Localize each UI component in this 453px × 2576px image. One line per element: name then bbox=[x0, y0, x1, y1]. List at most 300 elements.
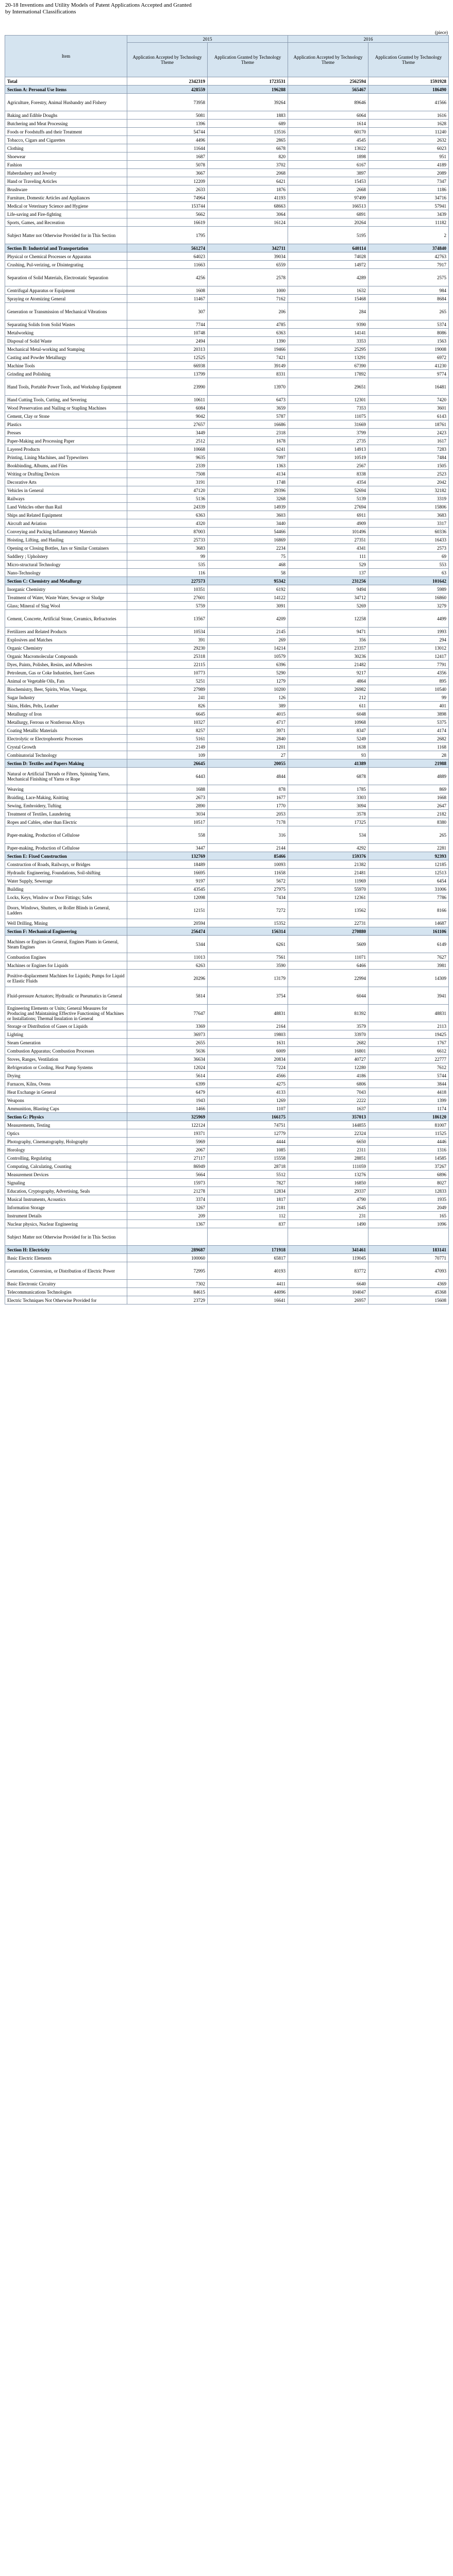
title-line: 20-18 Inventions and Utility Models of Patent Applications Accepted and Granted bbox=[5, 2, 192, 8]
value-cell: 29337 bbox=[288, 1187, 368, 1195]
value-cell: 1186 bbox=[368, 185, 449, 194]
table-row bbox=[5, 602, 449, 610]
item-label: Sugar Industry bbox=[5, 693, 127, 702]
value-cell: 2144 bbox=[208, 844, 288, 852]
value-cell: 20264 bbox=[288, 218, 368, 227]
table-row bbox=[5, 227, 449, 244]
value-cell: 826 bbox=[127, 702, 208, 710]
value-cell: 84615 bbox=[127, 1288, 208, 1296]
value-cell: 10093 bbox=[208, 860, 288, 869]
value-cell: 565467 bbox=[288, 86, 368, 94]
table-row bbox=[5, 1005, 449, 1022]
table-row bbox=[5, 503, 449, 511]
value-cell: 6891 bbox=[288, 210, 368, 218]
value-cell: 89646 bbox=[288, 94, 368, 111]
item-label: Stoves, Ranges, Ventilation bbox=[5, 1055, 127, 1063]
table-row bbox=[5, 702, 449, 710]
item-label: Physical or Chemical Processes or Apparatus bbox=[5, 252, 127, 261]
table-row bbox=[5, 144, 449, 152]
value-cell: 42763 bbox=[368, 252, 449, 261]
value-cell: 2562594 bbox=[288, 77, 368, 86]
value-cell: 3897 bbox=[288, 169, 368, 177]
item-label: Weapons bbox=[5, 1096, 127, 1105]
value-cell: 1770 bbox=[208, 802, 288, 810]
value-cell: 5290 bbox=[208, 669, 288, 677]
value-cell: 12513 bbox=[368, 869, 449, 877]
table-row bbox=[5, 636, 449, 644]
table-row bbox=[5, 1212, 449, 1220]
value-cell: 534 bbox=[288, 826, 368, 844]
value-cell: 1617 bbox=[368, 437, 449, 445]
table-row bbox=[5, 610, 449, 628]
table-row bbox=[5, 1039, 449, 1047]
value-cell: 7786 bbox=[368, 893, 449, 902]
item-label: Measurement Devices bbox=[5, 1171, 127, 1179]
item-label: Petroleum, Gas or Coke Industries, Inert Gases bbox=[5, 669, 127, 677]
table-row bbox=[5, 1022, 449, 1030]
item-label: Ammunition, Blasting Caps bbox=[5, 1105, 127, 1113]
value-cell: 1316 bbox=[368, 1146, 449, 1154]
value-cell: 13567 bbox=[127, 610, 208, 628]
value-cell: 2222 bbox=[288, 1096, 368, 1105]
value-cell: 265 bbox=[368, 826, 449, 844]
value-cell: 2145 bbox=[208, 628, 288, 636]
value-cell: 2682 bbox=[288, 1039, 368, 1047]
value-cell: 391 bbox=[127, 636, 208, 644]
item-label: Positive-displacement Machines for Liquids; Pumps for Liquid or Elastic Fluids bbox=[5, 970, 127, 987]
value-cell: 2512 bbox=[127, 437, 208, 445]
value-cell: 20296 bbox=[127, 970, 208, 987]
value-cell: 1085 bbox=[208, 1146, 288, 1154]
value-cell: 6261 bbox=[208, 936, 288, 953]
value-cell: 15608 bbox=[368, 1296, 449, 1304]
value-cell: 357013 bbox=[288, 1113, 368, 1121]
value-cell: 6241 bbox=[208, 445, 288, 453]
value-cell: 2149 bbox=[127, 743, 208, 751]
value-cell: 4566 bbox=[208, 1072, 288, 1080]
value-cell: 1279 bbox=[208, 677, 288, 685]
item-label: Section B: Industrial and Transportation bbox=[5, 244, 127, 252]
value-cell: 374840 bbox=[368, 244, 449, 252]
table-row bbox=[5, 1162, 449, 1171]
item-label: Natural or Artificial Threads or Fibres, Spinning Yarns, Mechanical Finishing of Yarns or Rope bbox=[5, 768, 127, 785]
table-row bbox=[5, 536, 449, 544]
value-cell: 27601 bbox=[127, 594, 208, 602]
table-row bbox=[5, 437, 449, 445]
value-cell: 6896 bbox=[368, 1171, 449, 1179]
value-cell: 126 bbox=[208, 693, 288, 702]
item-label: Layered Products bbox=[5, 445, 127, 453]
item-label: Medical or Veterinary Science and Hygiene bbox=[5, 202, 127, 210]
value-cell: 561274 bbox=[127, 244, 208, 252]
value-cell: 1591928 bbox=[368, 77, 449, 86]
item-label: Subject Matter not Otherwise Provided for in This Section bbox=[5, 227, 127, 244]
value-cell: 116 bbox=[127, 569, 208, 577]
table-row bbox=[5, 303, 449, 320]
item-label: Well Drilling, Mining bbox=[5, 919, 127, 927]
item-label: Electrolytic or Electrophoretic Processes bbox=[5, 735, 127, 743]
table-row bbox=[5, 751, 449, 759]
table-row bbox=[5, 594, 449, 602]
value-cell: 2523 bbox=[368, 470, 449, 478]
value-cell: 21278 bbox=[127, 1187, 208, 1195]
table-row bbox=[5, 793, 449, 802]
value-cell: 6650 bbox=[288, 1138, 368, 1146]
table-row bbox=[5, 544, 449, 552]
value-cell: 41566 bbox=[368, 94, 449, 111]
table-row bbox=[5, 295, 449, 303]
item-label: Hoisting, Lifting, and Hauling bbox=[5, 536, 127, 544]
value-cell: 231256 bbox=[288, 577, 368, 585]
value-cell: 87003 bbox=[127, 528, 208, 536]
value-cell: 4174 bbox=[368, 726, 449, 735]
value-cell: 47120 bbox=[127, 486, 208, 495]
item-label: Machines or Engines for Liquids bbox=[5, 961, 127, 970]
value-cell: 6023 bbox=[368, 144, 449, 152]
value-cell: 3590 bbox=[208, 961, 288, 970]
value-cell: 4186 bbox=[288, 1072, 368, 1080]
value-cell: 4790 bbox=[288, 1195, 368, 1204]
table-row bbox=[5, 710, 449, 718]
value-cell: 41230 bbox=[368, 362, 449, 370]
value-cell: 2682 bbox=[368, 735, 449, 743]
item-label: Section C: Chemistry and Metallurgy bbox=[5, 577, 127, 585]
value-cell: 6640 bbox=[288, 1280, 368, 1288]
value-cell: 7283 bbox=[368, 445, 449, 453]
table-row bbox=[5, 1080, 449, 1088]
table-row bbox=[5, 644, 449, 652]
value-cell: 15468 bbox=[288, 295, 368, 303]
table-row bbox=[5, 202, 449, 210]
value-cell: 36973 bbox=[127, 1030, 208, 1039]
value-cell: 21482 bbox=[288, 660, 368, 669]
value-cell: 13012 bbox=[368, 644, 449, 652]
value-cell: 8166 bbox=[368, 902, 449, 919]
value-cell: 4496 bbox=[127, 136, 208, 144]
value-cell: 28718 bbox=[208, 1162, 288, 1171]
value-cell: 2182 bbox=[368, 810, 449, 818]
value-cell: 4889 bbox=[368, 768, 449, 785]
value-cell: 558 bbox=[127, 826, 208, 844]
value-cell: 1269 bbox=[208, 1096, 288, 1105]
table-row bbox=[5, 1138, 449, 1146]
value-cell: 15558 bbox=[208, 1154, 288, 1162]
value-cell: 11644 bbox=[127, 144, 208, 152]
value-cell: 2890 bbox=[127, 802, 208, 810]
value-cell: 3971 bbox=[208, 726, 288, 735]
value-cell: 16695 bbox=[127, 869, 208, 877]
item-label: Aircraft and Aviation bbox=[5, 519, 127, 528]
value-cell: 36634 bbox=[127, 1055, 208, 1063]
value-cell: 33970 bbox=[288, 1030, 368, 1039]
value-cell: 4446 bbox=[368, 1138, 449, 1146]
value-cell: 11075 bbox=[288, 412, 368, 420]
value-cell: 10200 bbox=[208, 685, 288, 693]
table-row bbox=[5, 869, 449, 877]
value-cell: 6806 bbox=[288, 1080, 368, 1088]
value-cell: 171918 bbox=[208, 1246, 288, 1254]
value-cell: 3449 bbox=[127, 429, 208, 437]
item-label: Land Vehicles other than Rail bbox=[5, 503, 127, 511]
value-cell: 1107 bbox=[208, 1105, 288, 1113]
value-cell: 41389 bbox=[288, 759, 368, 768]
item-label: Photography, Cinematography, Holography bbox=[5, 1138, 127, 1146]
value-cell: 1748 bbox=[208, 478, 288, 486]
value-cell: 6878 bbox=[288, 768, 368, 785]
value-cell: 10668 bbox=[127, 445, 208, 453]
item-label: Disposal of Solid Waste bbox=[5, 337, 127, 345]
value-cell: 16869 bbox=[208, 536, 288, 544]
item-label: Inorganic Chemistry bbox=[5, 585, 127, 594]
item-label: Section E: Fixed Construction bbox=[5, 852, 127, 860]
value-cell: 16641 bbox=[208, 1296, 288, 1304]
table-row bbox=[5, 370, 449, 378]
item-label: Glass; Mineral of Slag Wool bbox=[5, 602, 127, 610]
table-row bbox=[5, 152, 449, 161]
value-cell: 4209 bbox=[208, 610, 288, 628]
item-label: Subject Matter not Otherwise Provided for in This Section bbox=[5, 1228, 127, 1246]
value-cell: 8380 bbox=[368, 818, 449, 826]
value-cell: 2049 bbox=[368, 1204, 449, 1212]
value-cell: 3191 bbox=[127, 478, 208, 486]
value-cell: 270880 bbox=[288, 927, 368, 936]
value-cell: 227573 bbox=[127, 577, 208, 585]
value-cell: 112 bbox=[208, 1212, 288, 1220]
section-row bbox=[5, 1113, 449, 1121]
value-cell: 2655 bbox=[127, 1039, 208, 1047]
value-cell: 7484 bbox=[368, 453, 449, 462]
table-row bbox=[5, 337, 449, 345]
value-cell: 7347 bbox=[368, 177, 449, 185]
value-cell: 16124 bbox=[208, 218, 288, 227]
table-row bbox=[5, 252, 449, 261]
item-label: Nano-Technology bbox=[5, 569, 127, 577]
table-row bbox=[5, 652, 449, 660]
value-cell: 26957 bbox=[288, 1296, 368, 1304]
value-cell: 6048 bbox=[288, 710, 368, 718]
value-cell: 8684 bbox=[368, 295, 449, 303]
item-label: Sports, Games, and Recreation bbox=[5, 218, 127, 227]
value-cell bbox=[288, 1228, 368, 1246]
value-cell: 159376 bbox=[288, 852, 368, 860]
value-cell: 3578 bbox=[288, 810, 368, 818]
value-cell: 14309 bbox=[368, 970, 449, 987]
value-cell: 13516 bbox=[208, 128, 288, 136]
value-cell: 5744 bbox=[368, 1072, 449, 1080]
value-cell: 878 bbox=[208, 785, 288, 793]
value-cell: 2181 bbox=[208, 1204, 288, 1212]
value-cell: 269 bbox=[208, 636, 288, 644]
value-cell: 3267 bbox=[127, 1204, 208, 1212]
value-cell: 26645 bbox=[127, 759, 208, 768]
value-cell: 10540 bbox=[368, 685, 449, 693]
value-cell: 1688 bbox=[127, 785, 208, 793]
value-cell: 4411 bbox=[208, 1280, 288, 1288]
value-cell: 1668 bbox=[368, 793, 449, 802]
value-cell: 1616 bbox=[368, 111, 449, 120]
value-cell: 9390 bbox=[288, 320, 368, 329]
value-cell: 9217 bbox=[288, 669, 368, 677]
value-cell: 29651 bbox=[288, 378, 368, 396]
table-row bbox=[5, 486, 449, 495]
value-cell: 39149 bbox=[208, 362, 288, 370]
value-cell: 4134 bbox=[208, 470, 288, 478]
table-row bbox=[5, 1195, 449, 1204]
value-cell: 10611 bbox=[127, 396, 208, 404]
value-cell: 74751 bbox=[208, 1121, 288, 1129]
value-cell: 2673 bbox=[127, 793, 208, 802]
value-cell: 6399 bbox=[127, 1080, 208, 1088]
table-row bbox=[5, 519, 449, 528]
value-cell: 183141 bbox=[368, 1246, 449, 1254]
value-cell: 4545 bbox=[288, 136, 368, 144]
item-label: Decorative Arts bbox=[5, 478, 127, 486]
item-label: Separation of Solid Materials, Electrostatic Separation bbox=[5, 269, 127, 286]
table-row bbox=[5, 1121, 449, 1129]
value-cell: 11467 bbox=[127, 295, 208, 303]
value-cell: 4289 bbox=[288, 269, 368, 286]
item-label: Controlling, Regulating bbox=[5, 1154, 127, 1162]
value-cell: 4418 bbox=[368, 1088, 449, 1096]
value-cell: 3659 bbox=[208, 404, 288, 412]
value-cell: 6363 bbox=[208, 329, 288, 337]
value-cell: 14585 bbox=[368, 1154, 449, 1162]
value-cell: 2053 bbox=[208, 810, 288, 818]
item-label: Section F: Mechanical Engineering bbox=[5, 927, 127, 936]
item-label: Building bbox=[5, 885, 127, 893]
item-label: Refrigeration or Cooling, Heat Pump Systems bbox=[5, 1063, 127, 1072]
value-cell: 24339 bbox=[127, 503, 208, 511]
item-label: Weaving bbox=[5, 785, 127, 793]
value-cell: 4189 bbox=[368, 161, 449, 169]
value-cell: 3374 bbox=[127, 1195, 208, 1204]
table-row bbox=[5, 885, 449, 893]
value-cell: 7043 bbox=[288, 1088, 368, 1096]
value-cell: 39034 bbox=[208, 252, 288, 261]
table-row bbox=[5, 726, 449, 735]
table-row bbox=[5, 844, 449, 852]
item-label: Brushware bbox=[5, 185, 127, 194]
item-label: Metallurgy, Ferrous or Nonferrous Alloys bbox=[5, 718, 127, 726]
value-cell: 5195 bbox=[288, 227, 368, 244]
item-label: Organic Chemistry bbox=[5, 644, 127, 652]
value-cell: 3844 bbox=[368, 1080, 449, 1088]
item-label: Computing, Calculating, Counting bbox=[5, 1162, 127, 1171]
table-row bbox=[5, 128, 449, 136]
value-cell: 2632 bbox=[368, 136, 449, 144]
value-cell: 6443 bbox=[127, 768, 208, 785]
value-cell: 19425 bbox=[368, 1030, 449, 1039]
value-cell: 75 bbox=[208, 552, 288, 561]
value-cell: 6084 bbox=[127, 404, 208, 412]
table-row bbox=[5, 877, 449, 885]
value-cell: 2042 bbox=[368, 478, 449, 486]
table-row bbox=[5, 1047, 449, 1055]
value-cell: 6396 bbox=[208, 660, 288, 669]
table-row bbox=[5, 185, 449, 194]
value-cell: 1817 bbox=[208, 1195, 288, 1204]
value-cell: 26982 bbox=[288, 685, 368, 693]
value-cell: 1563 bbox=[368, 337, 449, 345]
table-row bbox=[5, 818, 449, 826]
value-cell: 69 bbox=[368, 552, 449, 561]
value-cell: 11525 bbox=[368, 1129, 449, 1138]
value-cell: 14972 bbox=[288, 261, 368, 269]
value-cell: 1608 bbox=[127, 286, 208, 295]
value-cell: 206 bbox=[208, 303, 288, 320]
value-cell: 99 bbox=[368, 693, 449, 702]
value-cell: 2089 bbox=[368, 169, 449, 177]
value-cell: 4864 bbox=[288, 677, 368, 685]
value-cell: 97499 bbox=[288, 194, 368, 202]
value-cell: 14141 bbox=[288, 329, 368, 337]
table-row bbox=[5, 1228, 449, 1246]
value-cell: 95342 bbox=[208, 577, 288, 585]
value-cell: 2573 bbox=[368, 544, 449, 552]
item-label: Agriculture, Forestry, Animal Husbandry and Fishery bbox=[5, 94, 127, 111]
item-label: Paper-making, Production of Cellulose bbox=[5, 826, 127, 844]
value-cell bbox=[208, 227, 288, 244]
table-row bbox=[5, 111, 449, 120]
value-cell: 5344 bbox=[127, 936, 208, 953]
value-cell: 1390 bbox=[208, 337, 288, 345]
item-label: Optics bbox=[5, 1129, 127, 1138]
value-cell: 14122 bbox=[208, 594, 288, 602]
value-cell: 15973 bbox=[127, 1179, 208, 1187]
value-cell: 11658 bbox=[208, 869, 288, 877]
table-row bbox=[5, 735, 449, 743]
value-cell: 5989 bbox=[368, 585, 449, 594]
column-header: Application Granted by Technology Theme bbox=[208, 43, 288, 77]
item-label: Writing or Drafting Devices bbox=[5, 470, 127, 478]
value-cell: 144855 bbox=[288, 1121, 368, 1129]
value-cell: 7612 bbox=[368, 1063, 449, 1072]
value-cell: 2423 bbox=[368, 429, 449, 437]
item-label: Railways bbox=[5, 495, 127, 503]
value-cell: 553 bbox=[368, 561, 449, 569]
table-row bbox=[5, 261, 449, 269]
value-cell: 10773 bbox=[127, 669, 208, 677]
value-cell: 12209 bbox=[127, 177, 208, 185]
value-cell: 13562 bbox=[288, 902, 368, 919]
item-label: Treatment of Water, Waste Water, Sewage or Sludge bbox=[5, 594, 127, 602]
value-cell: 25295 bbox=[288, 345, 368, 353]
table-row bbox=[5, 420, 449, 429]
value-cell: 41193 bbox=[208, 194, 288, 202]
value-cell: 54466 bbox=[208, 528, 288, 536]
column-header: Application Granted by Technology Theme bbox=[368, 43, 449, 77]
value-cell: 86949 bbox=[127, 1162, 208, 1171]
item-label: Combustion Engines bbox=[5, 953, 127, 961]
value-cell: 5787 bbox=[208, 412, 288, 420]
table-row bbox=[5, 810, 449, 818]
value-cell: 10519 bbox=[288, 453, 368, 462]
value-cell: 2342319 bbox=[127, 77, 208, 86]
value-cell: 3447 bbox=[127, 844, 208, 852]
value-cell: 12301 bbox=[288, 396, 368, 404]
value-cell: 21988 bbox=[368, 759, 449, 768]
value-cell: 7434 bbox=[208, 893, 288, 902]
value-cell: 325969 bbox=[127, 1113, 208, 1121]
item-label: Lighting bbox=[5, 1030, 127, 1039]
value-cell: 8338 bbox=[288, 470, 368, 478]
value-cell: 401 bbox=[368, 702, 449, 710]
table-row bbox=[5, 1288, 449, 1296]
value-cell: 68663 bbox=[208, 202, 288, 210]
value-cell: 5269 bbox=[288, 602, 368, 610]
value-cell: 342711 bbox=[208, 244, 288, 252]
table-row bbox=[5, 693, 449, 702]
